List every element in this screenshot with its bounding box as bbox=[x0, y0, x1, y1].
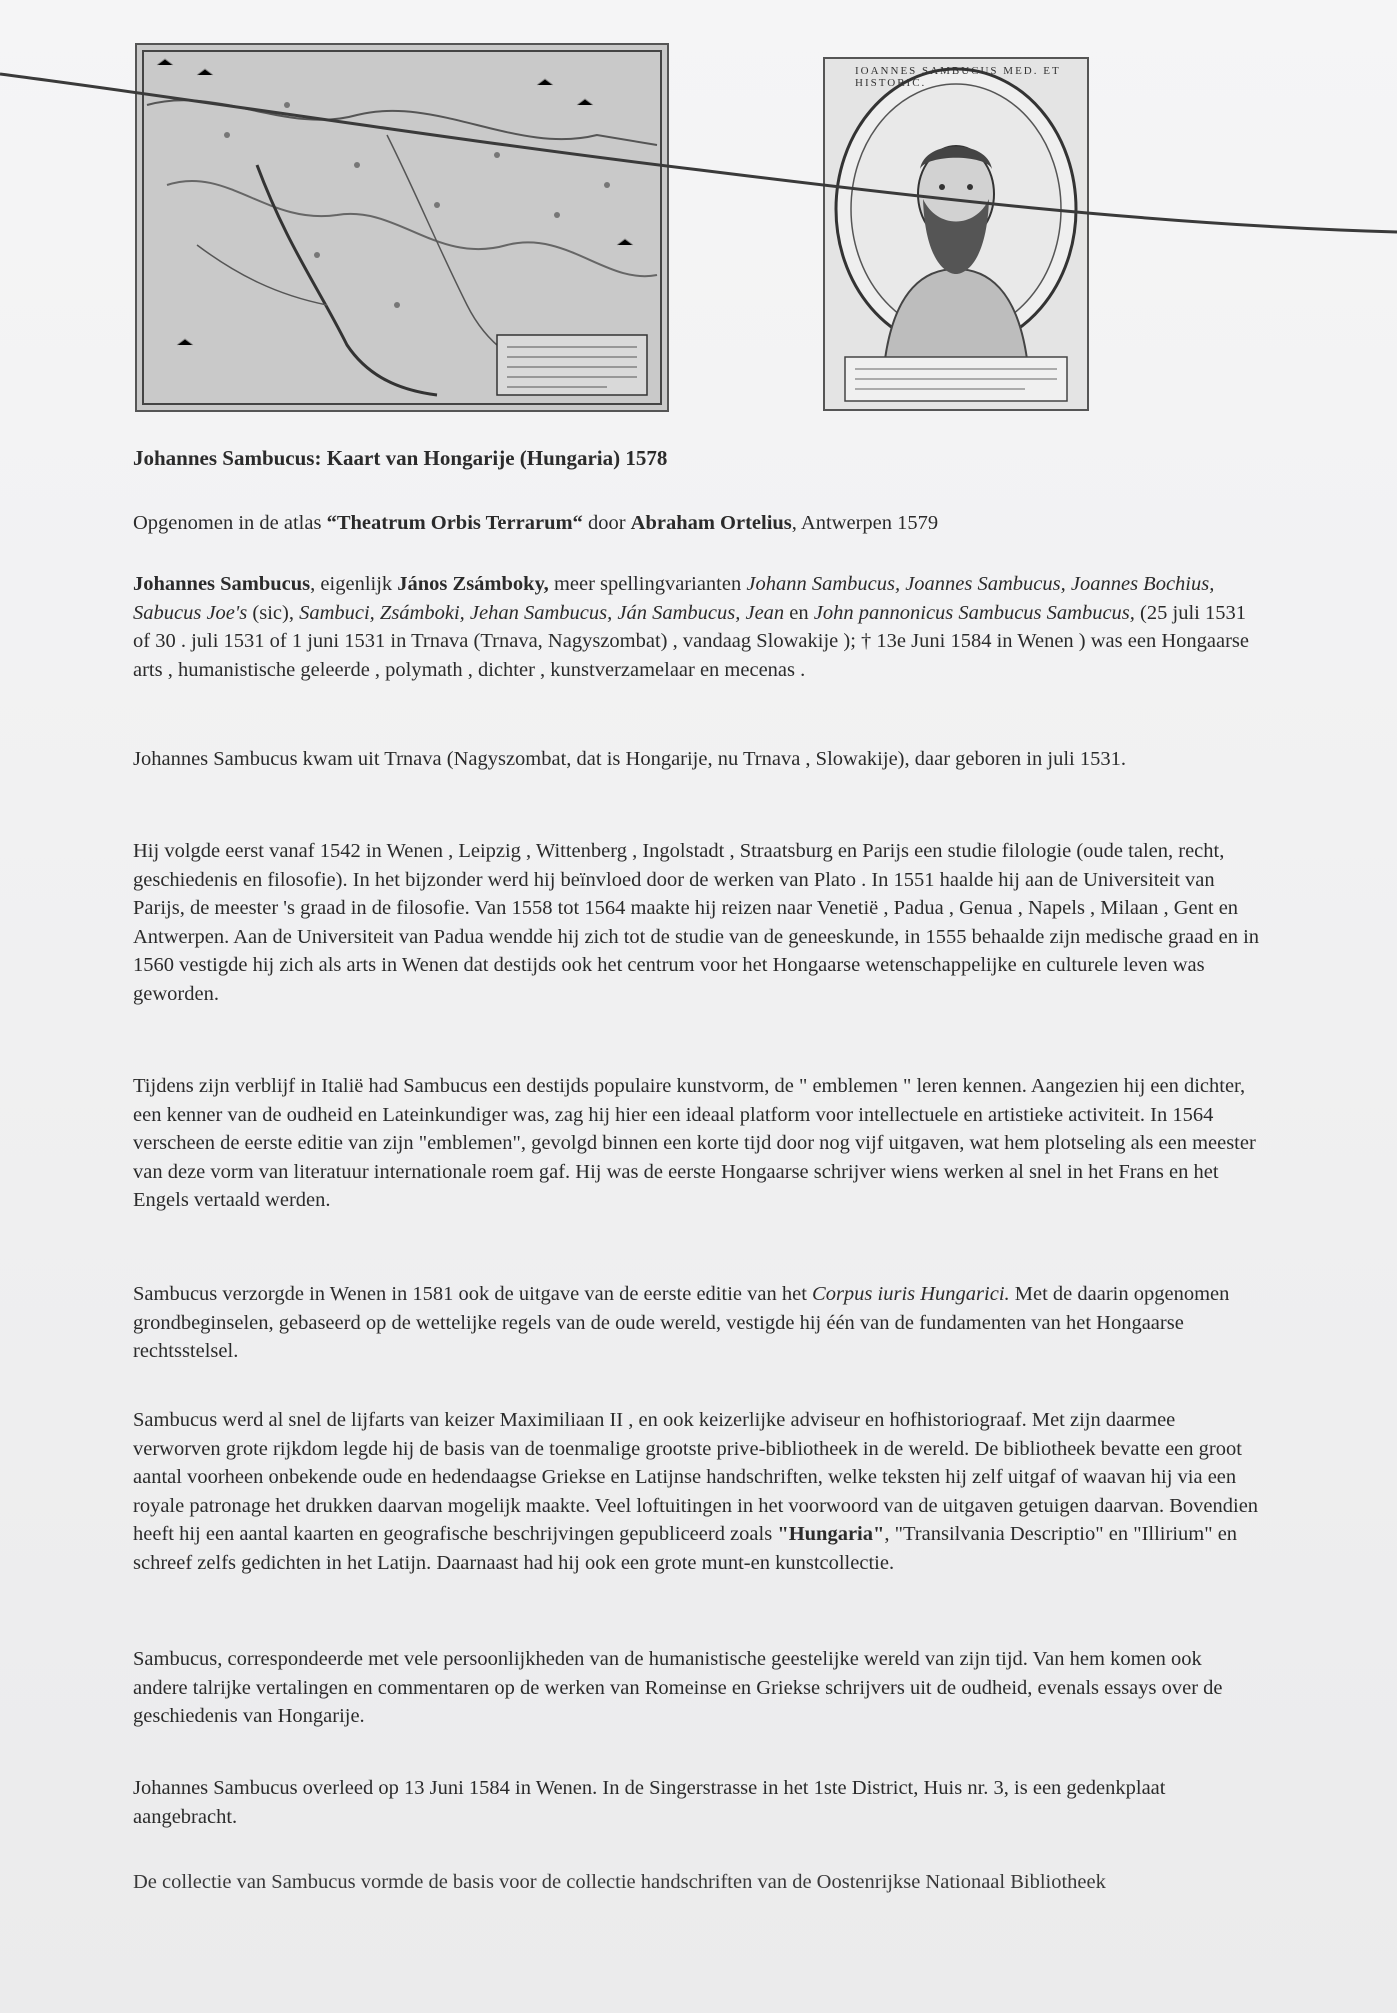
intro-variants-2: Sambuci, Zsámboki, Jehan Sambucus, Ján Sambucus, Jean bbox=[299, 601, 785, 624]
portrait-engraving-icon bbox=[825, 59, 1087, 409]
death-paragraph: Johannes Sambucus overleed op 13 Juni 1584 in Wenen. In de Singerstrasse in het 1ste District, Huis nr. 3, is een gedenkplaat aangebracht. bbox=[133, 1777, 1166, 1828]
corpus-post: Met de daarin opgenomen grondbeginselen, gebaseerd op de wettelijke regels van de oude wereld, vestigde hij één van de fundamenten van het Hongaarse rechtsstelsel. bbox=[133, 1283, 1230, 1362]
corpus-title: Corpus iuris Hungarici. bbox=[812, 1283, 1010, 1305]
court-paragraph bbox=[133, 1406, 1261, 1577]
portrait-caption: IOANNES SAMBUCUS MED. ET HISTORIC. bbox=[855, 65, 1061, 89]
intro-text-5: (25 juli 1531 of 30 . juli 1531 of 1 juni 1531 in Trnava (Trnava, Nagyszombat) , vandaag Slowakije ); † 13e Juni 1584 in Wenen ) was een Hongaarse arts , humanistische geleerde , polymath , dichter , kunstverzamelaar en mecenas . bbox=[133, 601, 1249, 681]
hungary-map-image bbox=[135, 43, 669, 412]
corpus-pre: Sambucus verzorgde in Wenen in 1581 ook de uitgave van de eerste editie van het bbox=[133, 1283, 813, 1305]
intro-variants-1: Johann Sambucus, Joannes Sambucus, Joannes Bochius, Sabucus Joe's bbox=[133, 573, 1215, 624]
collection-paragraph: De collectie van Sambucus vormde de basis voor de collectie handschriften van de Oostenrijkse Nationaal Bibliotheek bbox=[133, 1871, 1106, 1893]
atlas-paragraph bbox=[133, 509, 1261, 538]
atlas-mid: door bbox=[582, 512, 631, 534]
intro-name: Johannes Sambucus bbox=[133, 573, 311, 595]
origin-paragraph: Johannes Sambucus kwam uit Trnava (Nagyszombat, dat is Hongarije, nu Trnava , Slowakije), daar geboren in juli 1531. bbox=[133, 748, 1126, 770]
atlas-author: Abraham Ortelius bbox=[630, 512, 792, 534]
intro-text-2: meer spellingvarianten bbox=[548, 573, 747, 595]
court-post: , "Transilvania Descriptio" en "Illirium" en schreef zelfs gedichten in het Latijn. Daarnaast had hij ook een grote munt-en kunstcollectie. bbox=[133, 1523, 1238, 1574]
corpus-paragraph bbox=[133, 1280, 1261, 1366]
intro-paragraph bbox=[133, 570, 1261, 684]
atlas-post: , Antwerpen 1579 bbox=[791, 512, 939, 534]
document-heading bbox=[133, 444, 1261, 473]
map-engraving-icon bbox=[137, 45, 667, 410]
italy-paragraph: Tijdens zijn verblijf in Italië had Sambucus een destijds populaire kunstvorm, de " emblemen " leren kennen. Aangezien hij een dichter, een kenner van de oudheid en Lateinkundiger was, zag hij hier een ideaal platform voor intellectuele en artistieke activiteit. In 1564 verscheen de eerste editie van zijn "emblemen", gevolgd binnen een korte tijd door nog vijf uitgaven, wat hem plotseling als een meester van deze vorm van literatuur internationale roem gaf. Hij was de eerste Hongaarse schrijver wiens werken al snel in het Frans en het Engels vertaald werden. bbox=[133, 1075, 1256, 1211]
heading-text: Johannes Sambucus: Kaart van Hongarije (Hungaria) 1578 bbox=[133, 446, 668, 470]
court-hungaria: "Hungaria" bbox=[777, 1523, 885, 1545]
atlas-pre: Opgenomen in de atlas bbox=[133, 512, 327, 534]
court-pre: Sambucus werd al snel de lijfarts van keizer Maximiliaan II , en ook keizerlijke adviseur en hofhistoriograaf. Met zijn daarmee verworven grote rijkdom legde hij de basis van de toenmalige grootste prive-bibliotheek in de wereld. De bibliotheek bevatte een groot aantal voorheen onbekende oude en hedendaagse Griekse en Latijnse handschriften, welke teksten hij zelf uitgaf of waavan hij via een royale patronage het drukken daarvan mogelijk maakte. Veel loftuitingen in het voorwoord van de uitgaven getuigen daarvan. Bovendien heeft hij een aantal kaarten en geografische beschrijvingen gepubliceerd zoals bbox=[133, 1409, 1259, 1545]
intro-text-4: en bbox=[784, 601, 814, 624]
intro-realname: János Zsámboky, bbox=[397, 573, 549, 595]
correspond-paragraph: Sambucus, correspondeerde met vele persoonlijkheden van de humanistische geestelijke wereld van zijn tijd. Van hem komen ook andere talrijke vertalingen en commentaren op de werken van Romeinse en Griekse schrijvers uit de oudheid, evenals essays over de geschiedenis van Hongarije. bbox=[133, 1648, 1223, 1727]
study-paragraph: Hij volgde eerst vanaf 1542 in Wenen , Leipzig , Wittenberg , Ingolstadt , Straatsburg en Parijs een studie filologie (oude talen, recht, geschiedenis en filosofie). In het bijzonder werd hij beïnvloed door de werken van Plato . In 1551 haalde hij aan de Universiteit van Parijs, de meester 's graad in de filosofie. Van 1558 tot 1564 maakte hij reizen naar Venetië , Padua , Genua , Napels , Milaan , Gent en Antwerpen. Aan de Universiteit van Padua wendde hij zich tot de studie van de geneeskunde, in 1555 behaalde zijn medische graad en in 1560 vestigde hij zich als arts in Wenen dat destijds ook het centrum voor het Hongaarse wetenschappelijke en culturele leven was geworden. bbox=[133, 840, 1260, 1005]
sambucus-portrait-image bbox=[823, 57, 1089, 411]
intro-variants-3: John pannonicus Sambucus Sambucus, bbox=[813, 601, 1135, 624]
intro-text-3: (sic), bbox=[247, 601, 300, 624]
intro-text-1: , eigenlijk bbox=[310, 573, 398, 595]
atlas-title: “Theatrum Orbis Terrarum“ bbox=[326, 512, 583, 534]
